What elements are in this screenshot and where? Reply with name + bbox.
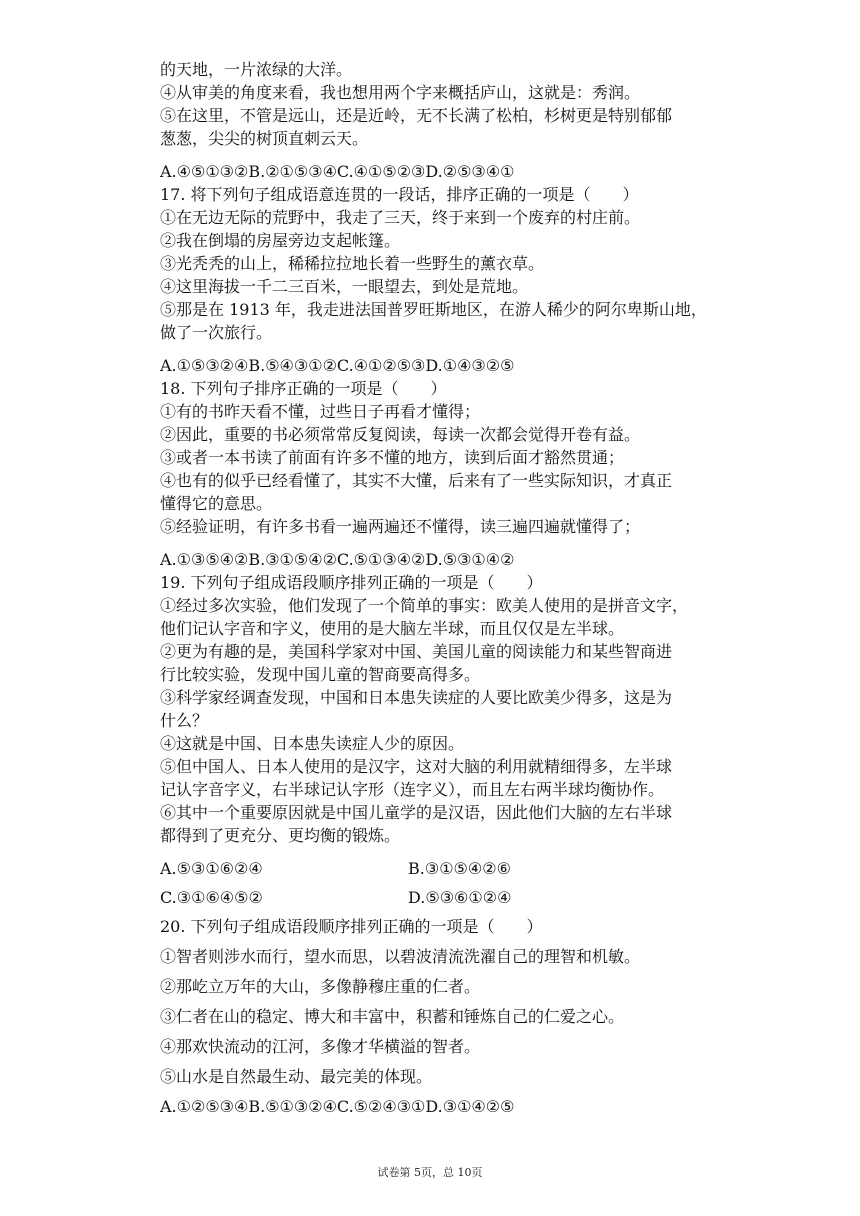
q20-line: ⑤山水是自然最生动、最完美的体现。 [160,1067,433,1086]
q19-line: 行比较实验，发现中国儿童的智商要高得多。 [160,665,481,684]
q18-line: ③或者一本书读了前面有许多不懂的地方，读到后面才豁然贯通； [160,448,625,467]
q16-line: 葱葱，尖尖的树顶直刺云天。 [160,129,369,148]
q17-line: ①在无边无际的荒野中，我走了三天，终于来到一个废弃的村庄前。 [160,208,641,227]
q19-options [160,857,720,909]
q19-line: 都得到了更充分、更均衡的锻炼。 [160,826,401,845]
question-17 [160,183,720,377]
question-18 [160,377,720,571]
q18-options: A.①③⑤④②B.③①⑤④②C.⑤①③④②D.⑤③①④② [160,550,515,569]
q19-line: ②更为有趣的是，美国科学家对中国、美国儿童的阅读能力和某些智商进 [160,642,673,661]
page-footer: 试卷第 5页，总 10页 [377,1166,483,1179]
q20-line: ②那屹立万年的大山，多像静穆庄重的仁者。 [160,977,481,996]
q19-line: ④这就是中国、日本患失读症人少的原因。 [160,734,465,753]
q19-option-b: B.③①⑤④②⑥ [408,859,511,878]
q19-line: ⑤但中国人、日本人使用的是汉字，这对大脑的利用就精细得多，左半球 [160,757,673,776]
q20-line: ④那欢快流动的江河，多像才华横溢的智者。 [160,1037,481,1056]
q17-line: 做了一次旅行。 [160,323,273,342]
q19-line: 他们记认字音和字义，使用的是大脑左半球，而且仅仅是左半球。 [160,619,625,638]
question-20 [160,915,720,1118]
q19-line: 记认字音字义，右半球记认字形（连字义），而且左右两半球均衡协作。 [160,780,665,799]
q17-line: ②我在倒塌的房屋旁边支起帐篷。 [160,231,401,250]
q18-line: ⑤经验证明，有许多书看一遍两遍还不懂得，读三遍四遍就懂得了； [160,517,641,536]
q18-line: ①有的书昨天看不懂，过些日子再看才懂得； [160,402,481,421]
q17-stem: 17. 将下列句子组成语意连贯的一段话，排序正确的一项是（ ） [160,185,639,204]
q19-line: ①经过多次实验，他们发现了一个简单的事实：欧美人使用的是拼音文字， [160,596,689,615]
q19-line: ③科学家经调查发现，中国和日本患失读症的人要比欧美少得多，这是为 [160,688,673,707]
q17-line: ⑤那是在 1913 年，我走进法国普罗旺斯地区，在游人稀少的阿尔卑斯山地， [160,300,707,319]
q20-options: A.①②⑤③④B.⑤①③②④C.⑤②④③①D.③①④②⑤ [160,1097,515,1116]
q17-line: ③光秃秃的山上，稀稀拉拉地长着一些野生的薰衣草。 [160,254,545,273]
q20-line: ①智者则涉水而行，望水而思，以碧波清流洗濯自己的理智和机敏。 [160,947,641,966]
q17-options: A.①⑤③②④B.⑤④③①②C.④①②⑤③D.①④③②⑤ [160,356,515,375]
exam-page [160,58,720,1118]
q16-line: 的天地，一片浓绿的大洋。 [160,60,353,79]
q19-line: 什么？ [160,711,209,730]
q16-options: A.④⑤①③②B.②①⑤③④C.④①⑤②③D.②⑤③④① [160,162,515,181]
q17-line: ④这里海拔一千二三百米，一眼望去，到处是荒地。 [160,277,529,296]
q19-option-a: A.⑤③①⑥②④ [160,859,263,878]
q19-line: ⑥其中一个重要原因就是中国儿童学的是汉语，因此他们大脑的左右半球 [160,803,673,822]
q18-stem: 18. 下列句子排序正确的一项是（ ） [160,379,447,398]
q18-line: ②因此，重要的书必须常常反复阅读，每读一次都会觉得开卷有益。 [160,425,641,444]
q16-line: ⑤在这里，不管是远山，还是近岭，无不长满了松柏，杉树更是特别郁郁 [160,106,673,125]
q19-option-c: C.③①⑥④⑤② [160,888,263,907]
q20-stem: 20. 下列句子组成语段顺序排列正确的一项是（ ） [160,917,543,936]
q18-line: ④也有的似乎已经看懂了，其实不大懂，后来有了一些实际知识，才真正 [160,471,673,490]
question-16-tail [160,58,720,183]
question-19 [160,571,720,915]
q19-stem: 19. 下列句子组成语段顺序排列正确的一项是（ ） [160,573,543,592]
q16-line: ④从审美的角度来看，我也想用两个字来概括庐山，这就是：秀润。 [160,83,641,102]
q18-line: 懂得它的意思。 [160,494,273,513]
q19-option-d: D.⑤③⑥①②④ [408,888,512,907]
q20-line: ③仁者在山的稳定、博大和丰富中，积蓄和锤炼自己的仁爱之心。 [160,1007,625,1026]
